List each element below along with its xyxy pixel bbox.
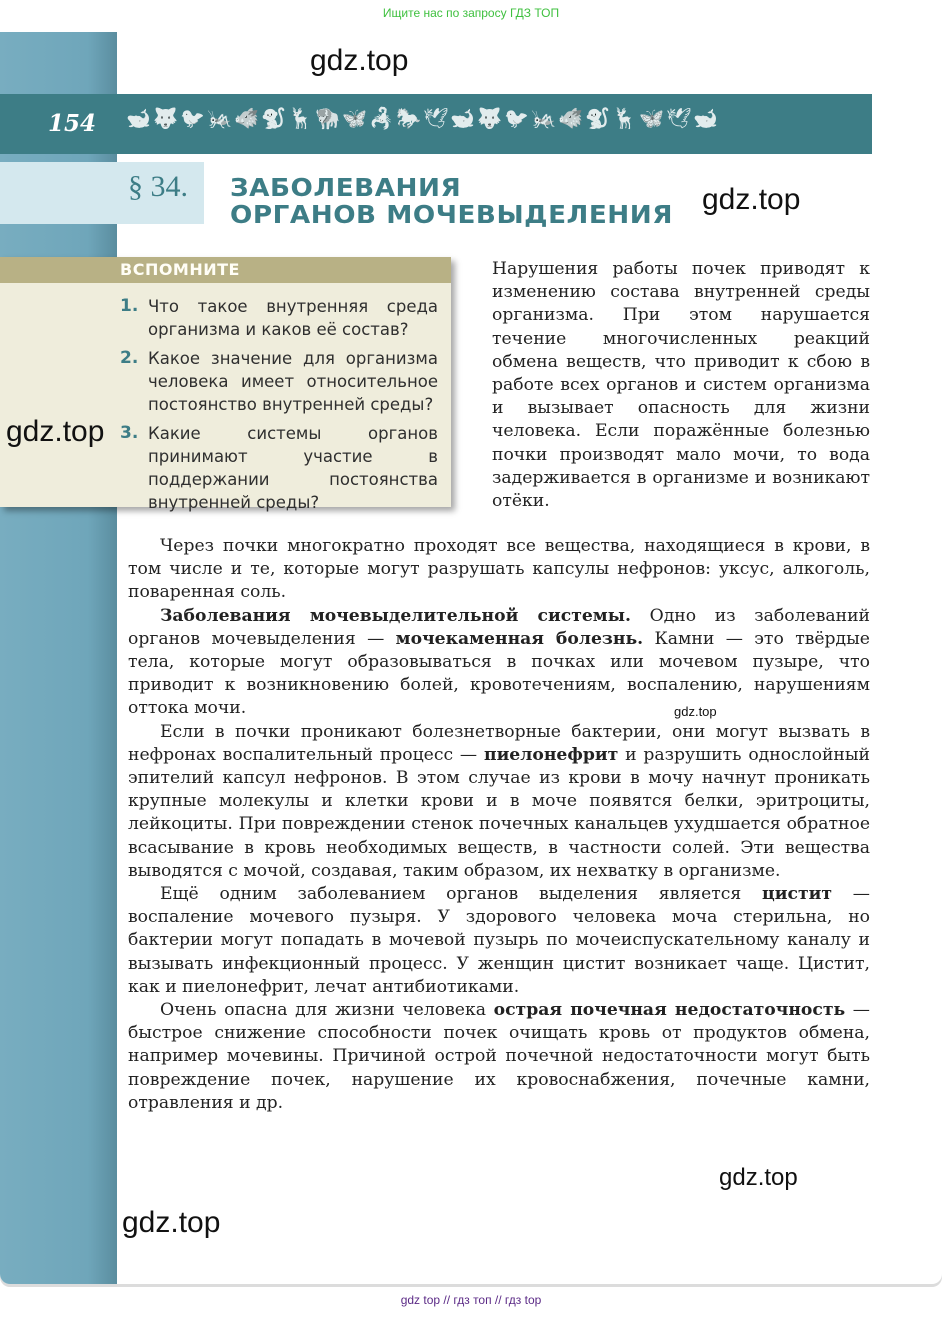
paragraph-1 [128,535,870,605]
paragraph-4 [128,883,870,999]
insect-icon: 🦗 [531,106,558,130]
question-item [120,422,438,514]
watermark: gdz.top [674,704,717,719]
remember-box [0,257,451,512]
watermark: gdz.top [310,44,409,77]
bird-icon: 🐦 [504,106,531,130]
whale-icon: 🐋 [693,106,720,130]
swallow-icon: 🕊 [666,106,694,130]
paragraph-text: Ещё одним заболеванием органов выделения является [160,884,763,905]
question-item [120,347,438,416]
paragraph-text: Одно из заболеваний органов мочевыделения — [128,605,870,649]
section-title-line-2: ОРГАНОВ МОЧЕВЫДЕЛЕНИЯ [230,200,674,229]
term-bold: мочекаменная болезнь. [395,628,644,649]
term-bold: острая почечная недостаточность [493,1000,846,1021]
animal-silhouettes-strip [126,106,720,130]
butterfly-icon: 🦋 [342,106,369,130]
search-banner: Ищите нас по запросу ГДЗ ТОП [382,6,560,20]
paragraph-5 [128,999,870,1115]
question-number: 3. [120,423,139,443]
boar-icon: 🐗 [558,106,585,130]
monkey-icon: 🐒 [585,106,612,130]
paragraph-text: — быстрое снижение способности почек очищать кровь от продуктов обмена, например мочевины. Причиной острой почечной недостаточности могут быть повреждение почек, нарушение их кровоснабжения, почечные камни, отравления и др. [128,1000,870,1113]
question-number: 2. [120,348,139,368]
term-bold: цистит [762,884,832,905]
section-number-box [0,162,204,224]
paragraph-text: Очень опасна для жизни человека [160,1000,494,1021]
bison-icon: 🦬 [315,106,342,130]
page-header-bar [0,94,872,154]
antelope-icon: 🦌 [288,106,315,130]
section-number: § 34. [128,170,188,203]
whale-icon: 🐋 [126,106,153,130]
intro-paragraph: Нарушения работы почек приводят к изменению состава внутренней среды организма. При этом нарушается течение многочисленных реакций обмена веществ, что приводит к сбою в работе всех органов и систем организма и вызывает опасность для жизни человека. Если поражённые болезнью почки производят мало мочи, то вода задерживается в организме и возникают отёки. [492,259,870,512]
butterfly-icon: 🦋 [639,106,666,130]
question-text: Какие системы органов принимают участие в поддержании постоянства внутренней среды? [148,424,438,512]
whale-icon: 🐋 [450,106,477,130]
section-title-line-1: ЗАБОЛЕВАНИЯ [230,173,462,202]
hyena-icon: 🐺 [153,106,180,130]
term-bold: Заболевания мочевыделительной системы. [160,605,631,626]
boar-icon: 🐗 [234,106,261,130]
paragraph-text: и разрушить однослойный эпителий капсул нефронов. В этом случае из крови в мочу начнут проникать крупные молекулы и клетки крови и в моче появятся белки, эритроциты, лейкоциты. При повреждении стенок почечных канальцев ухудшается обратное всасывание в кровь необходимых веществ, в частности солей. Эти вещества выводятся с мочой, создавая, таким образом, их нехватку в организме. [128,744,870,881]
paragraph-text: — воспаление мочевого пузыря. У здорового человека моча стерильна, но бактерии могут попадать в мочевой пузырь по мочеиспускательному каналу и вызывать инфекционный процесс. У женщин цистит возникает чаще. Цистит, как и пиелонефрит, лечат антибиотиками. [128,884,870,997]
monkey-icon: 🐒 [261,106,288,130]
main-text [128,535,870,1115]
term-bold: пиелонефрит [483,744,619,765]
footer-links[interactable]: gdz top // гдз топ // гдз top [400,1293,542,1307]
paragraph-text: Через почки многократно проходят все вещества, находящиеся в крови, в том числе и те, которые могут разрушать капсулы нефронов: уксус, алкоголь, поваренная соль. [128,536,870,603]
question-number: 1. [120,296,139,316]
antelope-icon: 🦌 [612,106,639,130]
watermark: gdz.top [702,183,801,216]
question-text: Какое значение для организма человека имеет относительное постоянство внутренней среды? [148,349,438,414]
insect-icon: 🦗 [207,106,234,130]
question-item [120,295,438,341]
watermark: gdz.top [6,415,105,448]
paragraph-text: Камни — это твёрдые тела, которые могут образовываться в почках или мочевом пузыре, что приводит к возникновению болей, кровотечениям, воспалению, нарушениям оттока мочи. [128,628,870,719]
page-number: 154 [48,110,97,137]
watermark: gdz.top [122,1206,221,1239]
watermark: gdz.top [719,1164,798,1191]
hyena-icon: 🐺 [477,106,504,130]
bird-icon: 🐦 [180,106,207,130]
section-title [230,174,673,228]
swallow-icon: 🕊 [423,106,451,130]
paragraph-2 [128,605,870,721]
question-list [120,295,438,520]
paragraph-text: Если в почки проникают болезнетворные бактерии, они могут вызвать в нефронах воспалительный процесс — [128,721,870,765]
question-text: Что такое внутренняя среда организма и каков её состав? [148,297,438,339]
scorpion-icon: 🦂 [369,106,396,130]
paragraph-3 [128,721,870,883]
horse-icon: 🐎 [396,106,423,130]
textbook-page [0,32,942,1284]
remember-heading: ВСПОМНИТЕ [0,257,451,283]
